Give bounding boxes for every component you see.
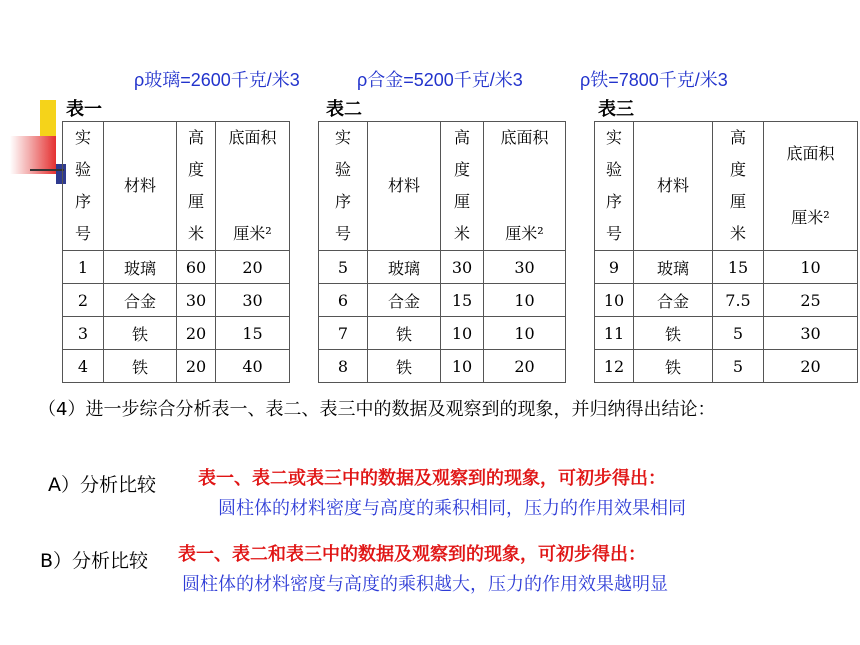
table-row: 12 铁 5 20 xyxy=(595,350,858,383)
header-material: 材料 xyxy=(634,122,713,251)
header-area: 底面积 厘米² xyxy=(216,122,290,251)
table-row: 9 玻璃 15 10 xyxy=(595,251,858,284)
table-2-caption: 表二 xyxy=(326,99,362,120)
table-row: 11 铁 5 30 xyxy=(595,317,858,350)
table-row: 8 铁 10 20 xyxy=(319,350,566,383)
table-1-caption: 表一 xyxy=(66,99,102,120)
question-text: （4）进一步综合分析表一、表二、表三中的数据及观察到的现象，并归纳得出结论： xyxy=(38,399,716,420)
part-b-label: B）分析比较 xyxy=(40,550,149,572)
table-3-caption: 表三 xyxy=(598,99,634,120)
header-height: 高 度 厘 米 xyxy=(441,122,484,251)
header-area: 底面积 厘米² xyxy=(484,122,566,251)
table-header-row xyxy=(595,122,858,251)
part-a-label: A）分析比较 xyxy=(48,474,156,496)
header-material: 材料 xyxy=(368,122,441,251)
header-index: 实 验 序 号 xyxy=(595,122,634,251)
part-a-answer-red: 表一、表二或表三中的数据及观察到的现象，可初步得出： xyxy=(198,468,666,489)
header-material: 材料 xyxy=(104,122,177,251)
header-height: 高 度 厘 米 xyxy=(713,122,764,251)
table-2 xyxy=(318,121,566,383)
decor-line xyxy=(30,169,64,171)
header-index: 实 验 序 号 xyxy=(63,122,104,251)
density-iron: ρ铁=7800千克/米3 xyxy=(580,70,728,90)
table-header-row xyxy=(63,122,290,251)
part-b-answer-red: 表一、表二和表三中的数据及观察到的现象，可初步得出： xyxy=(178,544,646,565)
header-area: 底面积 厘米² xyxy=(764,122,858,251)
table-row: 7 铁 10 10 xyxy=(319,317,566,350)
part-b-answer-blue: 圆柱体的材料密度与高度的乘积越大，压力的作用效果越明显 xyxy=(182,574,668,595)
table-row: 4 铁 20 40 xyxy=(63,350,290,383)
part-a-answer-blue: 圆柱体的材料密度与高度的乘积相同，压力的作用效果相同 xyxy=(218,498,686,519)
density-glass: ρ玻璃=2600千克/米3 xyxy=(134,70,300,90)
table-row: 3 铁 20 15 xyxy=(63,317,290,350)
table-3 xyxy=(594,121,858,383)
table-row: 10 合金 7.5 25 xyxy=(595,284,858,317)
table-1 xyxy=(62,121,290,383)
table-row: 1 玻璃 60 20 xyxy=(63,251,290,284)
header-height: 高 度 厘 米 xyxy=(177,122,216,251)
density-alloy: ρ合金=5200千克/米3 xyxy=(357,70,523,90)
table-header-row xyxy=(319,122,566,251)
table-row: 6 合金 15 10 xyxy=(319,284,566,317)
header-index: 实 验 序 号 xyxy=(319,122,368,251)
table-row: 5 玻璃 30 30 xyxy=(319,251,566,284)
table-row: 2 合金 30 30 xyxy=(63,284,290,317)
